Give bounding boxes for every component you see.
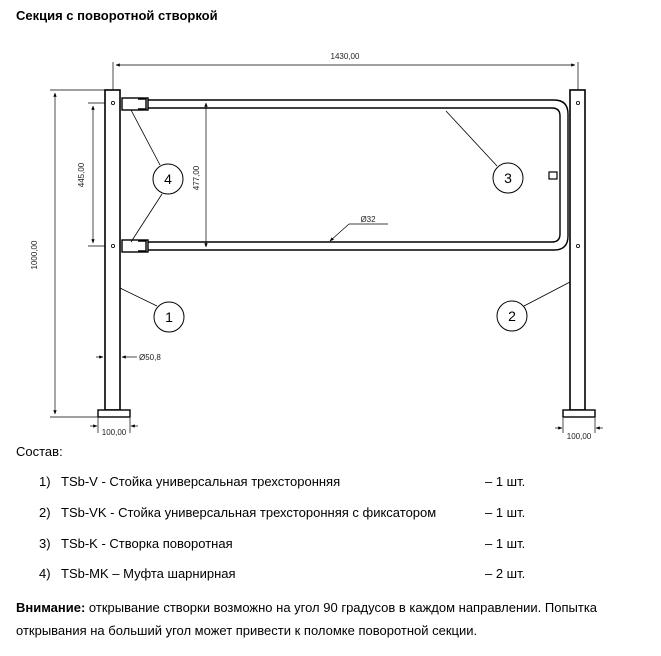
item-quantity: – 1 шт.	[485, 474, 526, 489]
composition-item	[39, 566, 236, 581]
page-title: Секция с поворотной створкой	[16, 8, 218, 23]
warning-note	[16, 596, 646, 642]
composition-heading: Состав:	[16, 444, 63, 459]
hinge-coupling-top	[122, 98, 148, 110]
dim-hinge-spacing-label: 445,00	[77, 162, 86, 188]
item-number: 3)	[39, 536, 51, 551]
hinge-coupling-bottom	[122, 240, 148, 252]
callout-3	[446, 111, 523, 193]
item-text: TSb-VK - Стойка универсальная трехсторонняя с фиксатором	[61, 505, 437, 520]
dimension-base-left	[90, 418, 138, 437]
dimension-base-right	[555, 418, 603, 440]
callout-1-label: 1	[165, 309, 173, 325]
dimension-gate-height	[192, 103, 206, 247]
dim-base-right-label: 100,00	[566, 432, 592, 440]
item-text: TSb-K - Створка поворотная	[61, 536, 233, 551]
dimension-total-width	[113, 52, 578, 90]
item-number: 2)	[39, 505, 51, 520]
dim-base-left-label: 100,00	[101, 428, 127, 437]
left-post	[98, 90, 130, 417]
composition-item	[39, 536, 233, 551]
composition-item	[39, 505, 436, 520]
callout-2-label: 2	[508, 308, 516, 324]
dimension-height	[30, 90, 105, 417]
item-quantity: – 2 шт.	[485, 566, 526, 581]
item-number: 4)	[39, 566, 51, 581]
callout-1	[120, 288, 184, 332]
dim-gate-height-label: 477,00	[192, 165, 201, 191]
warning-text: открывание створки возможно на угол 90 градусов в каждом направлении. Попытка открывания на больший угол может привести к поломке поворотной секции.	[16, 600, 598, 638]
item-number: 1)	[39, 474, 51, 489]
callout-4-label: 4	[164, 171, 172, 187]
callout-2	[497, 282, 570, 331]
item-text: TSb-V - Стойка универсальная трехсторонняя	[61, 474, 341, 489]
warning-label: Внимание:	[16, 600, 86, 615]
item-quantity: – 1 шт.	[485, 536, 526, 551]
dim-tube-diameter-label: Ø32	[360, 215, 376, 224]
item-quantity: – 1 шт.	[485, 505, 526, 520]
dimension-hinge-spacing	[77, 103, 105, 246]
item-text: TSb-MK – Муфта шарнирная	[61, 566, 236, 581]
dim-height-label: 1000,00	[30, 240, 39, 270]
composition-item	[39, 474, 340, 489]
dim-post-diameter-label: Ø50,8	[139, 353, 161, 362]
dim-total-width-label: 1430,00	[330, 52, 360, 61]
callout-4	[131, 110, 183, 242]
callout-3-label: 3	[504, 170, 512, 186]
dimension-tube-diameter	[330, 215, 388, 241]
